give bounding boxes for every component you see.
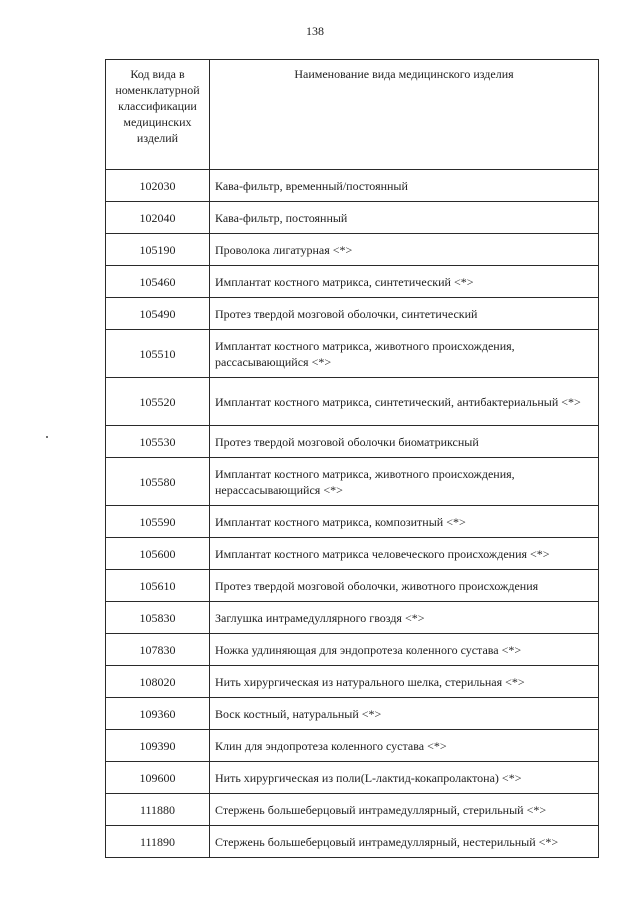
device-name: Нить хирургическая из поли(L-лактид-кокапролактона) <*> <box>210 762 599 794</box>
table-row <box>106 634 599 666</box>
device-code: 109360 <box>106 698 210 730</box>
table-row <box>106 698 599 730</box>
table-row <box>106 170 599 202</box>
medical-device-table <box>105 59 599 858</box>
device-code: 105830 <box>106 602 210 634</box>
table-row <box>106 602 599 634</box>
device-code: 105520 <box>106 378 210 426</box>
device-name: Клин для эндопротеза коленного сустава <*> <box>210 730 599 762</box>
device-name: Имплантат костного матрикса человеческого происхождения <*> <box>210 538 599 570</box>
device-name: Нить хирургическая из натурального шелка, стерильная <*> <box>210 666 599 698</box>
device-name: Кава-фильтр, постоянный <box>210 202 599 234</box>
device-code: 105610 <box>106 570 210 602</box>
device-code: 107830 <box>106 634 210 666</box>
table-row <box>106 234 599 266</box>
device-name: Имплантат костного матрикса, композитный <*> <box>210 506 599 538</box>
table-row <box>106 426 599 458</box>
device-code: 102030 <box>106 170 210 202</box>
table-row <box>106 570 599 602</box>
device-name: Ножка удлиняющая для эндопротеза коленного сустава <*> <box>210 634 599 666</box>
device-code: 105460 <box>106 266 210 298</box>
table-row <box>106 666 599 698</box>
table-row <box>106 298 599 330</box>
device-code: 105510 <box>106 330 210 378</box>
device-code: 105580 <box>106 458 210 506</box>
device-name: Имплантат костного матрикса, животного происхождения, нерассасывающийся <*> <box>210 458 599 506</box>
device-name: Заглушка интрамедуллярного гвоздя <*> <box>210 602 599 634</box>
device-name: Имплантат костного матрикса, животного происхождения, рассасывающийся <*> <box>210 330 599 378</box>
device-code: 105190 <box>106 234 210 266</box>
device-code: 105490 <box>106 298 210 330</box>
page-number: 138 <box>306 24 324 38</box>
device-code: 105600 <box>106 538 210 570</box>
table-row <box>106 730 599 762</box>
table-row <box>106 794 599 826</box>
table-row <box>106 202 599 234</box>
device-name: Протез твердой мозговой оболочки, синтетический <box>210 298 599 330</box>
device-name: Стержень большеберцовый интрамедуллярный, нестерильный <*> <box>210 826 599 858</box>
table-row <box>106 826 599 858</box>
table-row <box>106 458 599 506</box>
header-name: Наименование вида медицинского изделия <box>210 60 599 170</box>
table-row <box>106 266 599 298</box>
device-code: 108020 <box>106 666 210 698</box>
device-code: 105590 <box>106 506 210 538</box>
header-code: Код вида в номенклатурной классификации медицинских изделий <box>106 60 210 170</box>
scan-speck <box>46 436 48 438</box>
table-row <box>106 762 599 794</box>
device-name: Стержень большеберцовый интрамедуллярный, стерильный <*> <box>210 794 599 826</box>
table-header-row <box>106 60 599 170</box>
device-code: 111890 <box>106 826 210 858</box>
device-code: 111880 <box>106 794 210 826</box>
device-name: Протез твердой мозговой оболочки биоматриксный <box>210 426 599 458</box>
table-row <box>106 538 599 570</box>
device-name: Воск костный, натуральный <*> <box>210 698 599 730</box>
table-row <box>106 506 599 538</box>
device-name: Имплантат костного матрикса, синтетический <*> <box>210 266 599 298</box>
device-name: Имплантат костного матрикса, синтетический, антибактериальный <*> <box>210 378 599 426</box>
device-code: 105530 <box>106 426 210 458</box>
table-row <box>106 330 599 378</box>
device-name: Кава-фильтр, временный/постоянный <box>210 170 599 202</box>
device-name: Проволока лигатурная <*> <box>210 234 599 266</box>
table-row <box>106 378 599 426</box>
device-code: 109600 <box>106 762 210 794</box>
device-code: 102040 <box>106 202 210 234</box>
device-name: Протез твердой мозговой оболочки, животного происхождения <box>210 570 599 602</box>
device-code: 109390 <box>106 730 210 762</box>
